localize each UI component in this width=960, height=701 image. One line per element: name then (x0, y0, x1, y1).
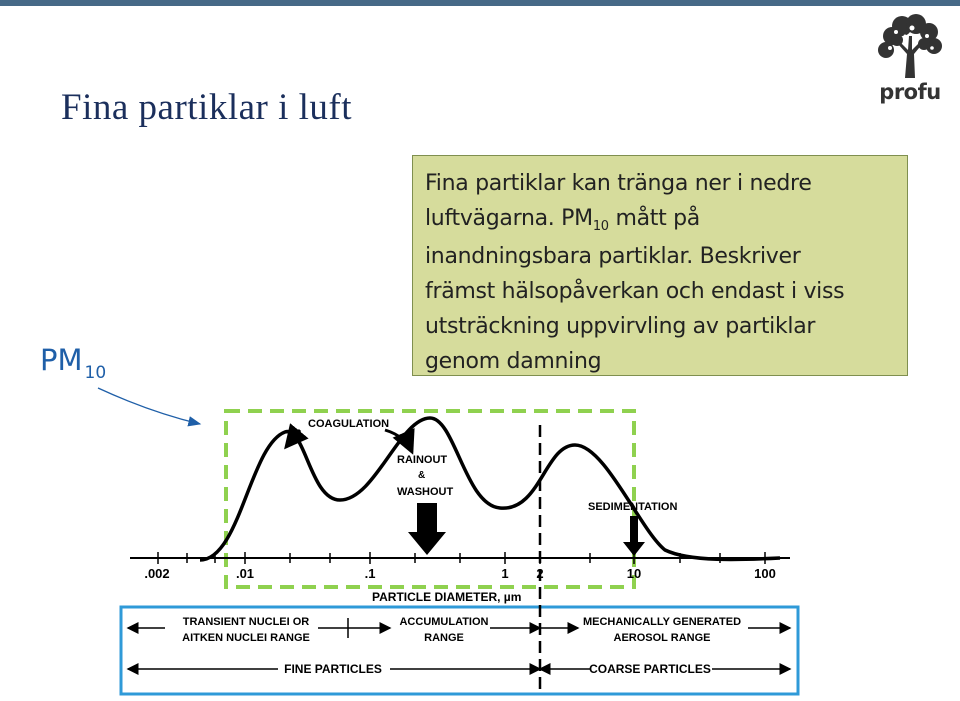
tick-label-0002: .002 (144, 566, 170, 581)
accumulation-range-label-1: ACCUMULATION (399, 616, 489, 628)
fine-particles-label: FINE PARTICLES (284, 662, 382, 676)
pm10-range-box (226, 411, 634, 587)
sedimentation-label: SEDIMENTATION (588, 501, 678, 513)
pm10-label-main: PM (40, 343, 83, 377)
transient-range-label-1: TRANSIENT NUCLEI OR (182, 616, 310, 628)
callout-line-5: utsträckning uppvirvling av partiklar (425, 314, 816, 339)
callout-line-1: Fina partiklar kan tränga ner i nedre (425, 171, 812, 196)
callout-line-2-sub: 10 (592, 219, 609, 234)
size-distribution-curve (200, 418, 780, 560)
slide-title: Fina partiklar i luft (61, 87, 353, 128)
coagulation-label: COAGULATION (308, 418, 390, 430)
rainout-down-arrow (408, 503, 446, 555)
tick-label-2: 2 (536, 566, 544, 581)
callout-line-6: genom damning (425, 349, 602, 374)
accumulation-range-label-2: RANGE (424, 632, 464, 644)
mechanical-range-label-2: AEROSOL RANGE (613, 632, 711, 644)
tick-label-01: .1 (364, 566, 376, 581)
tick-label-1: 1 (501, 566, 509, 581)
mechanical-range-label-1: MECHANICALLY GENERATED (582, 616, 742, 628)
callout-line-2-end: mått på (608, 206, 700, 231)
logo-wordmark: profu (879, 80, 941, 104)
pm10-pointer-arrow (98, 388, 200, 424)
tick-label-100: 100 (754, 566, 776, 581)
x-axis-label: PARTICLE DIAMETER, µm (372, 590, 522, 604)
rainout-label: RAINOUT (397, 454, 448, 466)
rainout-ampersand: & (418, 470, 426, 481)
transient-range-label-2: AITKEN NUCLEI RANGE (182, 632, 310, 644)
washout-label: WASHOUT (397, 486, 454, 498)
callout-line-4: främst hälsopåverkan och endast i viss (425, 279, 845, 304)
pm10-label-sub: 10 (84, 363, 107, 383)
callout-line-2-start: luftvägarna. PM (425, 206, 593, 231)
coarse-particles-label: COARSE PARTICLES (589, 662, 711, 676)
tick-label-10: 10 (626, 566, 642, 581)
callout-line-3: inandningsbara partiklar. Beskriver (425, 244, 801, 269)
tick-label-001: .01 (235, 566, 255, 581)
